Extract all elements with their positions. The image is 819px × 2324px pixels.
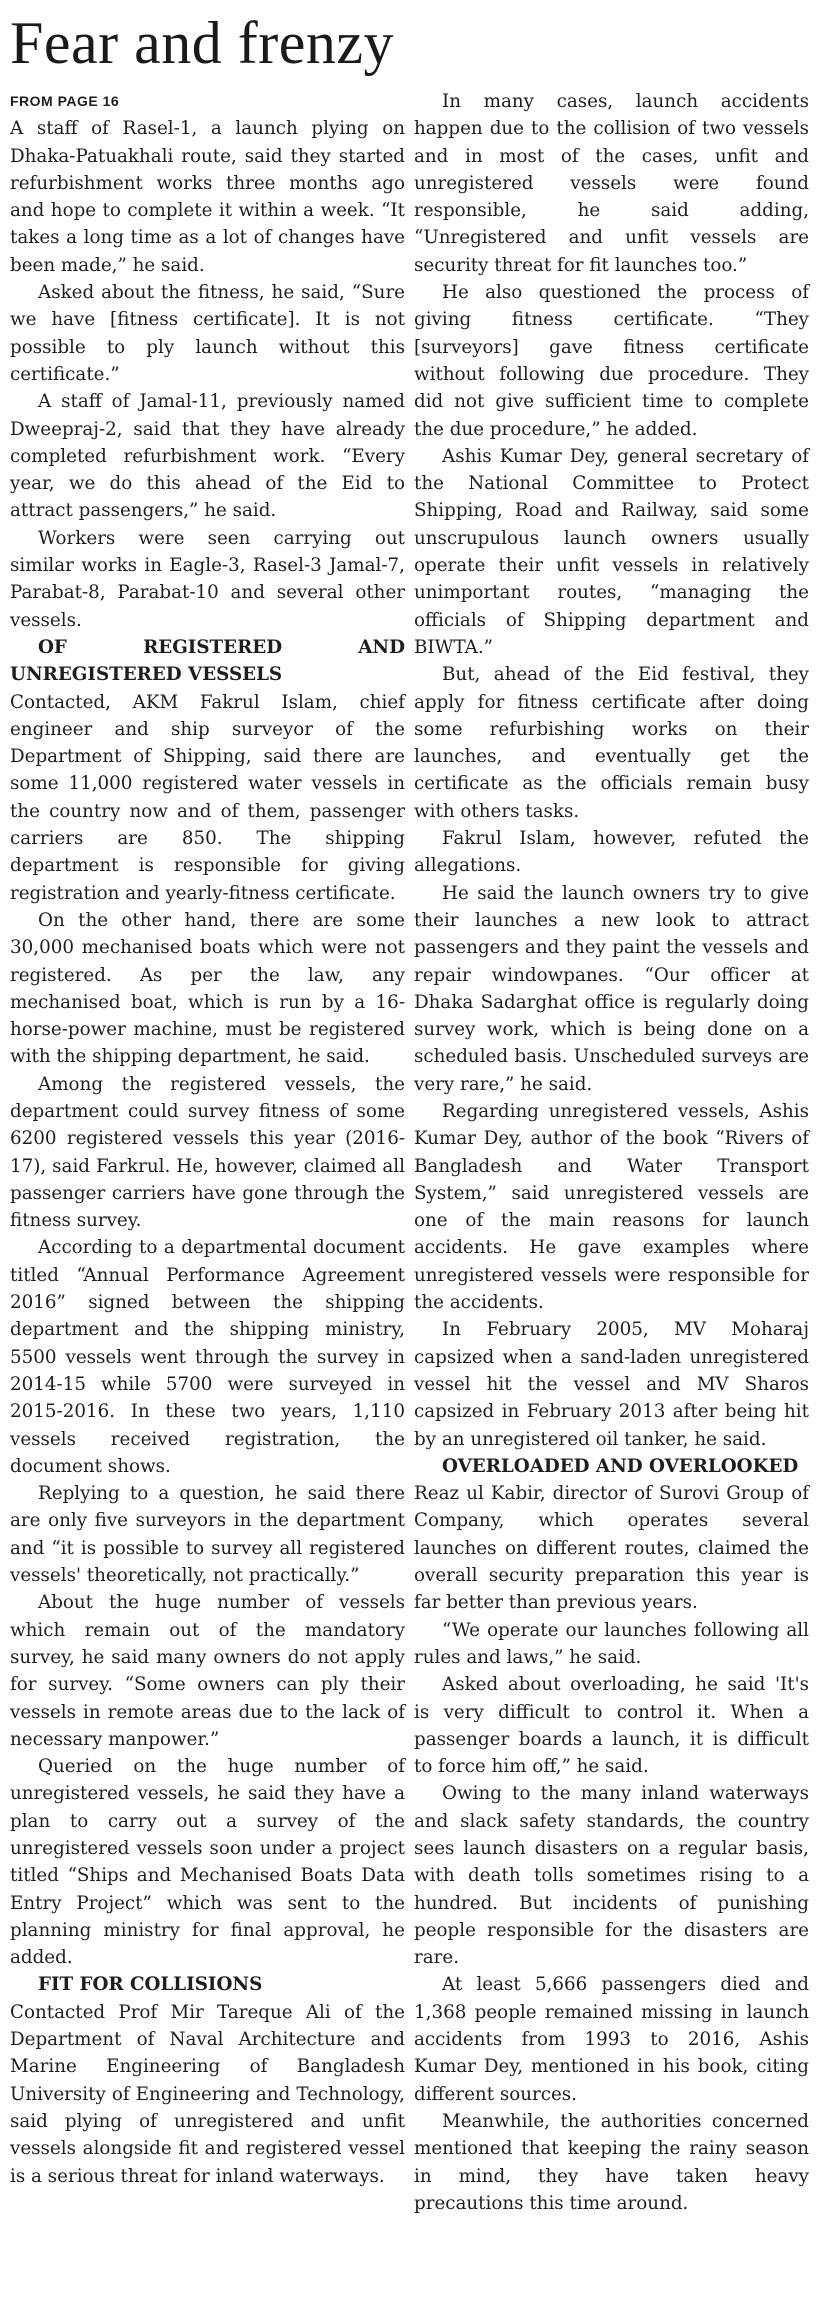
article-paragraph: In many cases, launch accidents happen due to the collision of two vessels and in most of the cases, unfit and unregistered vessels were found responsible, he said adding, “Unregistered and unfit vessels are security threat for fit launches too.” (414, 91, 809, 276)
article-paragraph: He also questioned the process of giving fitness certificate. “They [surveyors] gave fitness certificate without following due procedure. They did not give sufficient time to complete the due procedure,” he added. (414, 282, 809, 440)
article-paragraph: “We operate our launches following all rules and laws,” he said. (414, 1619, 809, 1668)
article-paragraph: Contacted, AKM Fakrul Islam, chief engineer and ship surveyor of the Department of Shipping, said there are some 11,000 registered water vessels in the country now and of them, passenger carriers are 850. The shipping department is responsible for giving registration and yearly-fitness certificate. (10, 691, 405, 904)
article-paragraph: Meanwhile, the authorities concerned mentioned that keeping the rainy season in mind, they have taken heavy precautions this time around. (414, 2110, 809, 2214)
article-paragraph: Owing to the many inland waterways and slack safety standards, the country sees launch disasters on a regular basis, with death tolls sometimes rising to a hundred. But incidents of punishing people responsible for the disasters are rare. (414, 1783, 809, 1969)
article-paragraph: Fakrul Islam, however, refuted the allegations. (414, 828, 809, 877)
article-paragraph: Asked about the fitness, he said, “Sure we have [fitness certificate]. It is not possible to ply launch without this certificate.” (10, 282, 405, 385)
article-paragraph: Regarding unregistered vessels, Ashis Kumar Dey, author of the book “Rivers of Bangladesh and Water Transport System,” said unregistered vessels are one of the main reasons for launch accidents. He gave examples where unregistered vessels were responsible for the accidents. (414, 1100, 809, 1314)
article-paragraph: At least 5,666 passengers died and 1,368 people remained missing in launch accidents from 1993 to 2016, Ashis Kumar Dey, mentioned in his book, citing different sources. (414, 1974, 809, 2105)
article-paragraph: He said the launch owners try to give their launches a new look to attract passengers and they paint the vessels and repair windowpanes. “Our officer at Dhaka Sadarghat office is regularly doing survey work, which is being done on a scheduled basis. Unscheduled surveys are very rare,” he said. (414, 882, 809, 1095)
article-paragraph: Queried on the huge number of unregistered vessels, he said they have a plan to carry out a survey of the unregistered vessels soon under a project titled “Ships and Mechanised Boats Data Entry Project” which was sent to the planning ministry for final approval, he added. (10, 1756, 405, 1969)
headline: Fear and frenzy (10, 10, 394, 76)
article-paragraph: About the huge number of vessels which remain out of the mandatory survey, he said many owners do not apply for survey. “Some owners can ply their vessels in remote areas due to the lack of necessary manpower.” (10, 1592, 405, 1750)
article-paragraph: On the other hand, there are some 30,000 mechanised boats which were not registered. As per the law, any mechanised boat, which is run by a 16-horse-power machine, must be registered with the shipping department, he said. (10, 909, 405, 1068)
article-columns (10, 88, 809, 2217)
article-paragraph: Among the registered vessels, the department could survey fitness of some 6200 registered vessels this year (2016-17), said Farkrul. He, however, claimed all passenger carriers have gone through the fitness survey. (10, 1073, 405, 1232)
article-paragraph: Workers were seen carrying out similar works in Eagle-3, Rasel-3 Jamal-7, Parabat-8, Parabat-10 and several other vessels. (10, 527, 405, 631)
right-column (414, 88, 809, 2217)
article-paragraph: Replying to a question, he said there are only five surveyors in the department and “it is possible to survey all registered vessels' theoretically, not practically.” (10, 1483, 405, 1587)
article-paragraph: Contacted Prof Mir Tareque Ali of the Department of Naval Architecture and Marine Engineering of Bangladesh University of Engineering and Technology, said plying of unregistered and unfit vessels alongside fit and registered vessel is a serious threat for inland waterways. (10, 2001, 405, 2187)
left-column (10, 88, 405, 2217)
section-subhead: OVERLOADED AND OVERLOOKED (442, 1455, 799, 1477)
article-paragraph: According to a departmental document titled “Annual Performance Agreement 2016” signed between the shipping department and the shipping ministry, 5500 vessels went through the survey in 2014-15 while 5700 were surveyed in 2015-2016. In these two years, 1,110 vessels received registration, the document shows. (10, 1237, 405, 1477)
section-subhead: FIT FOR COLLISIONS (38, 1974, 263, 1996)
article-paragraph: Ashis Kumar Dey, general secretary of the National Committee to Protect Shipping, Road and Railway, said some unscrupulous launch owners usually operate their unfit vessels in relatively unimportant routes, “managing the officials of Shipping department and BIWTA.” (414, 445, 809, 658)
article-paragraph: A staff of Rasel-1, a launch plying on Dhaka-Patuakhali route, said they started refurbishment works three months ago and hope to complete it within a week. “It takes a long time as a lot of changes have been made,” he said. (10, 118, 405, 276)
article-paragraph: But, ahead of the Eid festival, they apply for fitness certificate after doing some refurbishing works on their launches, and eventually get the certificate as the officials remain busy with others tasks. (414, 664, 809, 822)
article-paragraph: Asked about overloading, he said 'It's is very difficult to control it. When a passenger boards a launch, it is difficult to force him off,” he said. (414, 1674, 809, 1778)
section-subhead: OF REGISTERED AND UNREGISTERED VESSELS (10, 636, 405, 686)
article-paragraph: In February 2005, MV Moharaj capsized when a sand-laden unregistered vessel hit the vessel and MV Sharos capsized in February 2013 after being hit by an unregistered oil tanker, he said. (414, 1319, 809, 1450)
article-paragraph: Reaz ul Kabir, director of Surovi Group of Company, which operates several launches on different routes, claimed the overall security preparation this year is far better than previous years. (414, 1483, 809, 1614)
article-paragraph: A staff of Jamal-11, previously named Dweepraj-2, said that they have already completed refurbishment work. “Every year, we do this ahead of the Eid to attract passengers,” he said. (10, 391, 405, 522)
continued-from-label: FROM PAGE 16 (10, 93, 120, 109)
